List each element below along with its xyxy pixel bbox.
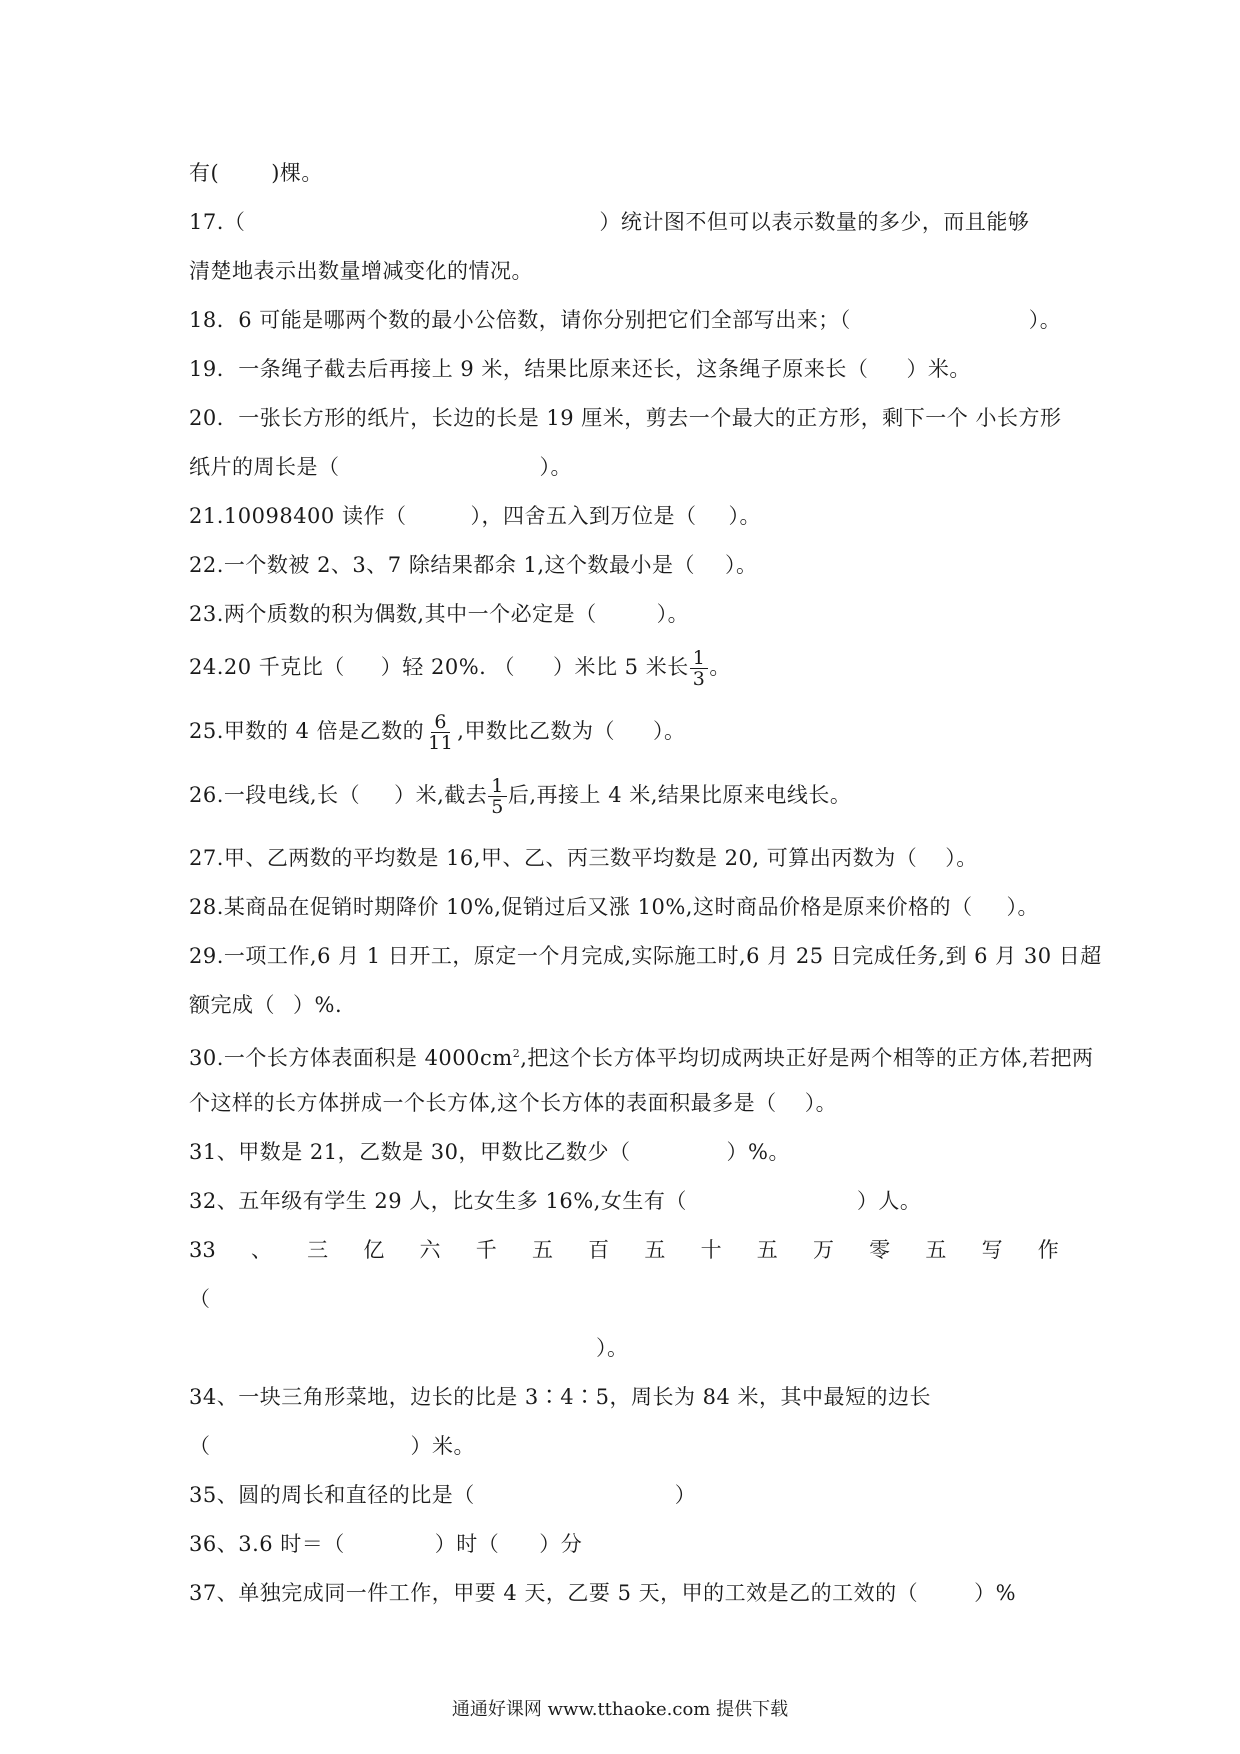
q33-char: 五: [756, 1238, 778, 1262]
question-33: [189, 1235, 1059, 1265]
question-24: 24.20 千克比（ ）轻 20%. （ ）米比 5 米长 $\frac{1}{3}$ 。: [189, 647, 731, 690]
fraction-six-elevenths: $\frac{6}{11}$: [428, 711, 454, 754]
question-27: 27.甲、乙两数的平均数是 16,甲、乙、丙三数平均数是 20, 可算出丙数为（ ）。: [189, 846, 978, 870]
question-32: 32、五年级有学生 29 人，比女生多 16%,女生有（ ）人。: [189, 1189, 922, 1213]
question-36: 36、3.6 时＝（ ）时（ ）分: [189, 1532, 583, 1556]
q33-char: 三: [307, 1238, 329, 1262]
q33-char: 百: [588, 1238, 610, 1262]
question-25: 25.甲数的 4 倍是乙数的 $\frac{6}{11}$ ,甲数比乙数为（ ）。: [189, 711, 686, 754]
fraction-one-third: $\frac{1}{3}$: [690, 648, 709, 689]
question-31: 31、甲数是 21，乙数是 30，甲数比乙数少（ ）%。: [189, 1140, 790, 1164]
question-30-line2: 个这样的长方体拼成一个长方体,这个长方体的表面积最多是（ ）。: [189, 1091, 838, 1115]
question-26: 26.一段电线,长（ ）米,截去 $\frac{1}{5}$ 后,再接上 4 米,结果比原来电线长。: [189, 775, 852, 818]
question-30: 30.一个长方体表面积是 $4000cm^2$,把这个长方体平均切成两块正好是两个相等的正方体,若把两: [189, 1046, 1094, 1070]
question-20-line2: 纸片的周长是（ ）。: [189, 455, 572, 479]
q33-char: 六: [419, 1238, 441, 1262]
question-17-line2: 清楚地表示出数量增减变化的情况。: [189, 259, 533, 283]
q33-char: 千: [475, 1238, 497, 1262]
q33-char: 写: [981, 1238, 1003, 1262]
question-34-line2: （ ）米。: [189, 1434, 475, 1458]
page-footer: 通通好课网 www.tthaoke.com 提供下载: [451, 1699, 789, 1720]
fraction-one-fifth: $\frac{1}{5}$: [488, 776, 507, 817]
q33-char: 、: [250, 1238, 272, 1262]
question-18: 18．6 可能是哪两个数的最小公倍数，请你分别把它们全部写出来；（ ）。: [189, 308, 1062, 332]
question-28: 28.某商品在促销时期降价 10%,促销过后又涨 10%,这时商品价格是原来价格的（ ）。: [189, 895, 1039, 919]
q33-char: 五: [925, 1238, 947, 1262]
q16-continuation: 有( )棵。: [189, 161, 323, 185]
question-22: 22.一个数被 2、3、7 除结果都余 1,这个数最小是（ ）。: [189, 553, 758, 577]
q33-char: 十: [700, 1238, 722, 1262]
q33-char: 零: [869, 1238, 891, 1262]
q33-char: 作: [1037, 1238, 1059, 1262]
question-20: 20．一张长方形的纸片，长边的长是 19 厘米，剪去一个最大的正方形，剩下一个 小长方形: [189, 406, 1062, 430]
question-17: 17.（ ）统计图不但可以表示数量的多少，而且能够: [189, 210, 1030, 234]
q33-char: 亿: [363, 1238, 385, 1262]
question-29: 29.一项工作,6 月 1 日开工，原定一个月完成,实际施工时,6 月 25 日完成任务,到 6 月 30 日超: [189, 944, 1102, 968]
question-23: 23.两个质数的积为偶数,其中一个必定是（ ）。: [189, 602, 690, 626]
question-35: 35、圆的周长和直径的比是（ ）: [189, 1483, 697, 1507]
question-29-line2: 额完成（ ）%.: [189, 993, 343, 1017]
q33-char: 五: [531, 1238, 553, 1262]
question-33-line3: ）。: [596, 1336, 629, 1360]
question-37: 37、单独完成同一件工作，甲要 4 天，乙要 5 天，甲的工效是乙的工效的（ ）%: [189, 1581, 1017, 1605]
q33-char: 五: [644, 1238, 666, 1262]
question-21: 21.10098400 读作（ ），四舍五入到万位是（ ）。: [189, 504, 761, 528]
q33-char: 万: [812, 1238, 834, 1262]
question-19: 19．一条绳子截去后再接上 9 米，结果比原来还长，这条绳子原来长（ ）米。: [189, 357, 971, 381]
question-34: 34、一块三角形菜地，边长的比是 3∶4∶5，周长为 84 米，其中最短的边长: [189, 1385, 932, 1409]
q33-char: 33: [189, 1238, 216, 1262]
question-33-line2: （: [189, 1287, 211, 1311]
